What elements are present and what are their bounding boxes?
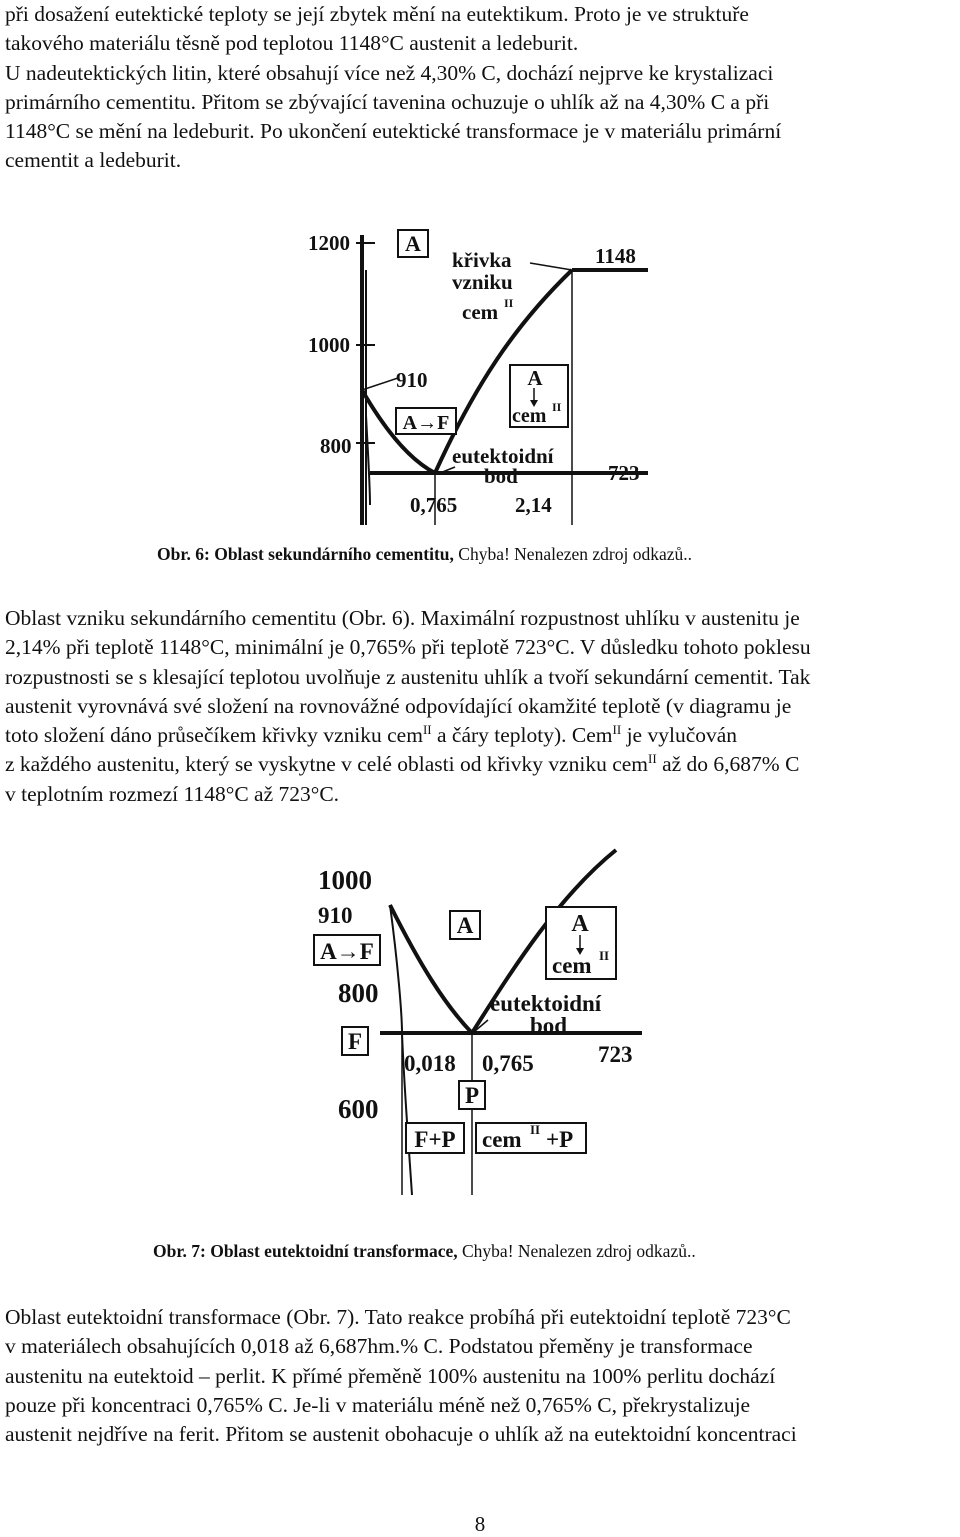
temp-910: 910 bbox=[396, 368, 428, 392]
label-a-to-f: A→F bbox=[402, 412, 450, 434]
conc-214: 2,14 bbox=[515, 493, 552, 517]
figure-6-caption bbox=[157, 544, 692, 565]
caption-error: Chyba! Nenalezen zdroj odkazů.. bbox=[453, 544, 693, 564]
text-line: takového materiálu těsně pod teplotou 1148°C austenit a ledeburit. bbox=[5, 31, 579, 56]
paragraph-2 bbox=[5, 604, 955, 809]
text-line: austenitu na eutektoid – perlit. K přímé přeměně 100% austenitu na 100% perlitu dochází bbox=[5, 1363, 776, 1388]
figure-7-diagram bbox=[290, 845, 650, 1205]
conc-0018: 0,018 bbox=[404, 1051, 456, 1076]
figure-7-caption bbox=[153, 1241, 696, 1262]
temp-723: 723 bbox=[608, 461, 640, 485]
temp-1200: 1200 bbox=[308, 231, 350, 255]
conc-0765: 0,765 bbox=[482, 1051, 534, 1076]
label-cem: cem bbox=[552, 953, 592, 978]
label-a-to-f: A→F bbox=[320, 939, 374, 964]
paragraph-3 bbox=[5, 1303, 955, 1449]
label-cem-sup: II bbox=[552, 400, 562, 414]
label-cem-plus-p-cem: cem bbox=[482, 1127, 522, 1152]
label-bod: bod bbox=[530, 1013, 568, 1038]
text-line: 1148°C se mění na ledeburit. Po ukončení eutektické transformace je v materiálu primární bbox=[5, 119, 782, 144]
page-number: 8 bbox=[474, 1512, 486, 1536]
temp-800: 800 bbox=[338, 978, 379, 1008]
text-line: při dosažení eutektické teploty se její zbytek mění na eutektikum. Proto je ve struktuře bbox=[5, 2, 749, 26]
label-krivka: křivka bbox=[452, 248, 512, 272]
text-line: primárního cementitu. Přitom se zbývající tavenina ochuzuje o uhlík až na 4,30% C a při bbox=[5, 89, 770, 114]
text-line: rozpustnosti se s klesající teplotou uvolňuje z austenitu uhlík a tvoří sekundární cementit. Tak bbox=[5, 664, 811, 689]
text-line: U nadeutektických litin, které obsahují více než 4,30% C, dochází nejprve ke krystalizaci bbox=[5, 60, 774, 85]
phase-label-a: A bbox=[456, 913, 474, 938]
text-line: 2,14% při teplotě 1148°C, minimální je 0,765% při teplotě 723°C. V důsledku tohoto poklesu bbox=[5, 635, 811, 660]
text-line: v materiálech obsahujících 0,018 až 6,687hm.% C. Podstatou přeměny je transformace bbox=[5, 1334, 753, 1359]
caption-error: Chyba! Nenalezen zdroj odkazů.. bbox=[457, 1241, 696, 1261]
text-line: austenit nejdříve na ferit. Přitom se austenit obohacuje o uhlík až na eutektoidní koncentraci bbox=[5, 1422, 797, 1447]
label-cem-sup: II bbox=[599, 948, 610, 963]
text-line: Oblast eutektoidní transformace (Obr. 7). Tato reakce probíhá při eutektoidní teplotě 723°C bbox=[5, 1305, 791, 1329]
text-line: z každého austenitu, který se vyskytne v celé oblasti od křivky vzniku cem$^{II}$ až do 6,687% C bbox=[5, 751, 800, 777]
label-f-plus-p: F+P bbox=[414, 1127, 456, 1152]
text-line: toto složení dáno průsečíkem křivky vzniku cem$^{II}$ a čáry teploty). Cem$^{II}$ je vylučován bbox=[5, 722, 738, 748]
temp-1000: 1000 bbox=[308, 333, 350, 357]
label-a-upper: A bbox=[527, 366, 543, 390]
label-cem: cem bbox=[512, 405, 547, 427]
temp-1000: 1000 bbox=[318, 865, 372, 895]
label-eutektoidni: eutektoidní bbox=[452, 444, 554, 468]
label-bod: bod bbox=[484, 464, 518, 488]
temp-800: 800 bbox=[320, 434, 352, 458]
temp-910: 910 bbox=[318, 903, 353, 928]
figure-6-diagram bbox=[300, 215, 660, 530]
paragraph-1 bbox=[5, 0, 955, 176]
label-cem-plus-p-sup: II bbox=[530, 1122, 541, 1137]
temp-723: 723 bbox=[598, 1042, 633, 1067]
caption-title: Obr. 6: Oblast sekundárního cementitu, bbox=[157, 544, 454, 564]
phase-label-p: P bbox=[464, 1083, 480, 1108]
label-cem-ii-sup: II bbox=[504, 296, 514, 310]
text-line: pouze při koncentraci 0,765% C. Je-li v materiálu méně než 0,765% C, překrystalizuje bbox=[5, 1392, 751, 1417]
label-eutektoidni: eutektoidní bbox=[490, 991, 602, 1016]
phase-label-a: A bbox=[405, 231, 421, 256]
conc-0765: 0,765 bbox=[410, 493, 458, 517]
text-line: Oblast vzniku sekundárního cementitu (Obr. 6). Maximální rozpustnost uhlíku v austenitu je bbox=[5, 606, 800, 630]
phase-label-f: F bbox=[347, 1029, 363, 1054]
temp-1148: 1148 bbox=[595, 244, 636, 268]
label-cem-ii: cem bbox=[462, 300, 499, 324]
label-vzniku: vzniku bbox=[452, 270, 513, 294]
temp-600: 600 bbox=[338, 1094, 379, 1124]
text-line: v teplotním rozmezí 1148°C až 723°C. bbox=[5, 781, 340, 806]
label-cem-plus-p: +P bbox=[546, 1127, 574, 1152]
label-a-upper: A bbox=[571, 911, 589, 937]
caption-title: Obr. 7: Oblast eutektoidní transformace, bbox=[153, 1241, 458, 1261]
text-line: cementit a ledeburit. bbox=[5, 148, 182, 173]
text-line: austenit vyrovnává své složení na rovnovážné odpovídající okamžité teplotě (v diagramu je bbox=[5, 693, 792, 718]
